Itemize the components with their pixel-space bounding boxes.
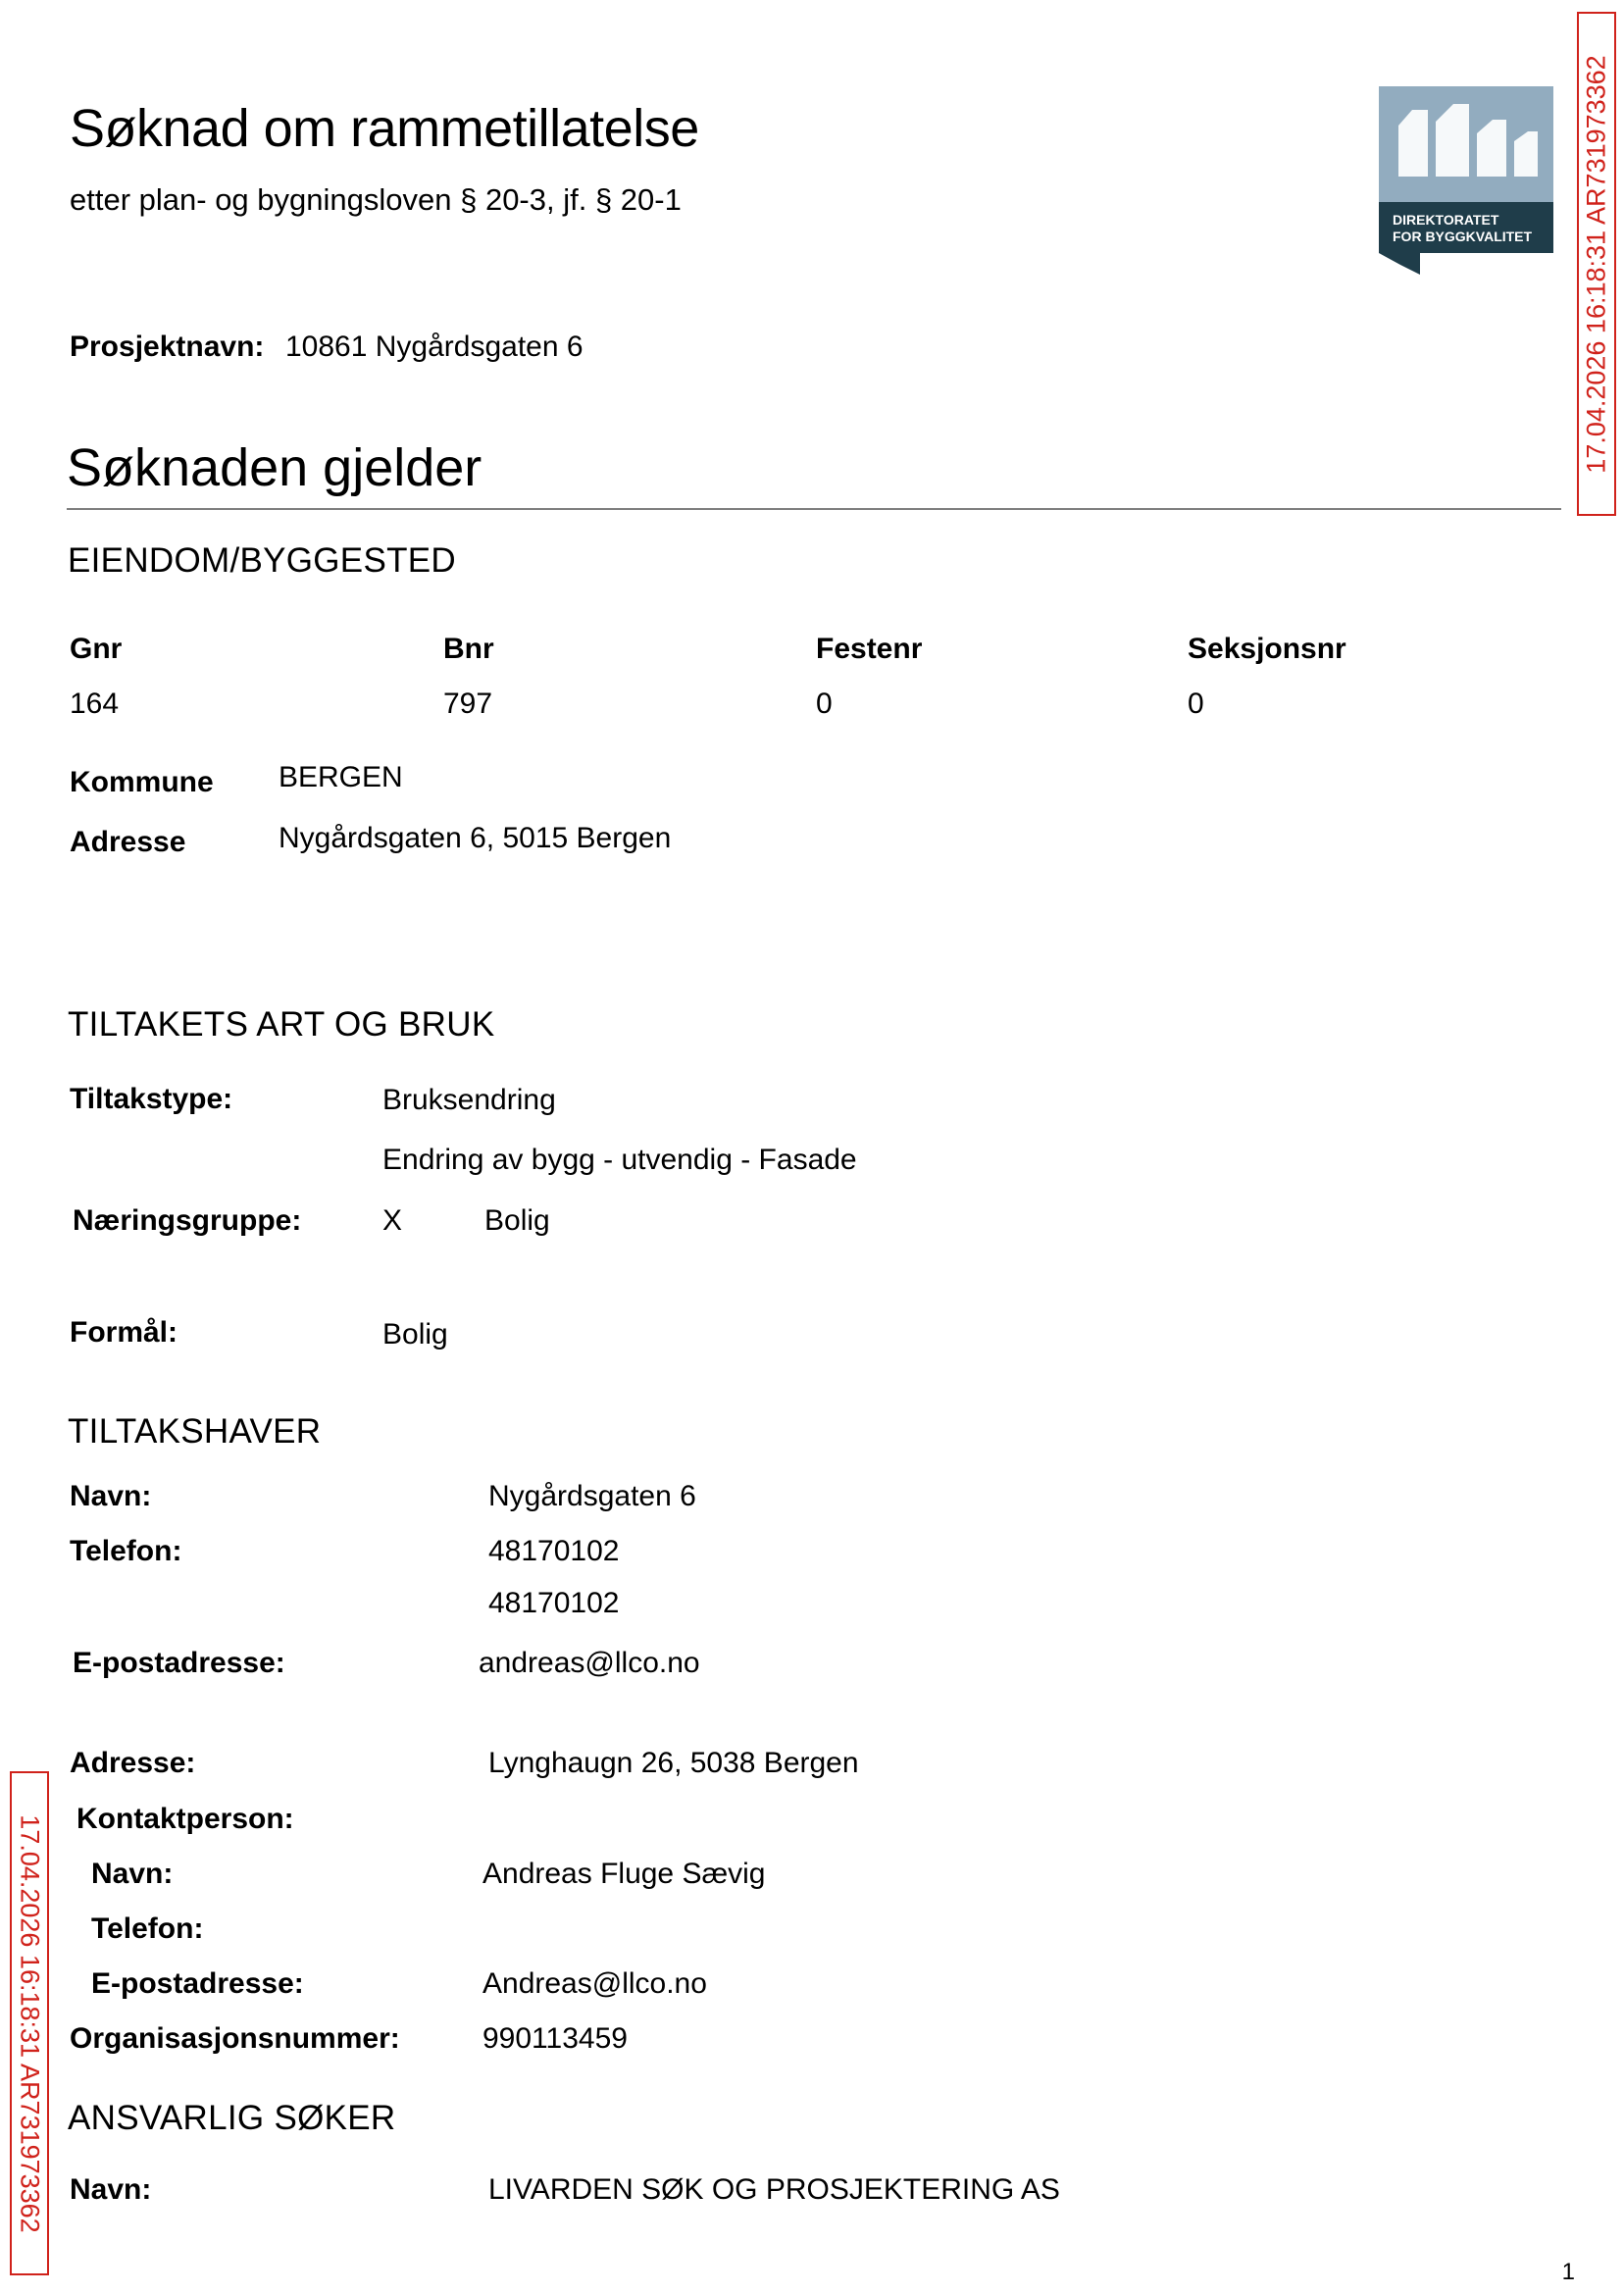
main-heading: Søknaden gjelder (67, 438, 482, 497)
dibk-logo (1379, 86, 1553, 275)
tiltakstype-value: Bruksendring (382, 1084, 556, 1116)
tiltakstype-value: Endring av bygg - utvendig - Fasade (382, 1144, 857, 1176)
festenr-value: 0 (816, 688, 833, 720)
kontakt-navn-label: Navn: (91, 1858, 174, 1890)
seksjonsnr-value: 0 (1188, 688, 1204, 720)
document-title: Søknad om rammetillatelse (70, 99, 699, 158)
project-name-value: 10861 Nygårdsgaten 6 (285, 331, 584, 363)
seksjonsnr-header: Seksjonsnr (1188, 633, 1346, 665)
tiltakshaver-epost-label: E-postadresse: (73, 1647, 285, 1679)
tiltak-heading: TILTAKETS ART OG BRUK (68, 1005, 495, 1044)
document-subtitle: etter plan- og bygningsloven § 20-3, jf. § 20-1 (70, 182, 682, 217)
naeringsgruppe-value: Bolig (484, 1204, 550, 1237)
stamp-text: 17.04.2026 16:18:31 AR731973362 (15, 1813, 45, 2233)
orgnr-label: Organisasjonsnummer: (70, 2022, 400, 2055)
tiltakshaver-adresse-value: Lynghaugn 26, 5038 Bergen (488, 1747, 859, 1779)
logo-line2: FOR BYGGKVALITET (1393, 229, 1533, 244)
project-name-label: Prosjektnavn: (70, 331, 265, 363)
logo-line1: DIREKTORATET (1393, 212, 1499, 228)
formaal-label: Formål: (70, 1316, 178, 1349)
adresse-label: Adresse (70, 826, 186, 858)
heading-divider (67, 508, 1561, 510)
tiltakshaver-telefon-value: 48170102 (488, 1535, 620, 1567)
bnr-header: Bnr (443, 633, 494, 665)
ansvarlig-navn-label: Navn: (70, 2173, 152, 2206)
gnr-header: Gnr (70, 633, 123, 665)
bnr-value: 797 (443, 688, 493, 720)
kontakt-telefon-label: Telefon: (91, 1912, 204, 1945)
tiltakshaver-navn-label: Navn: (70, 1480, 152, 1512)
tiltakshaver-telefon-value: 48170102 (488, 1587, 620, 1619)
gnr-value: 164 (70, 688, 120, 720)
naeringsgruppe-code: X (382, 1204, 403, 1237)
tiltakstype-label: Tiltakstype: (70, 1083, 233, 1115)
orgnr-value: 990113459 (482, 2022, 628, 2055)
tiltakshaver-epost-value: andreas@llco.no (479, 1647, 700, 1679)
kontaktperson-label: Kontaktperson: (76, 1803, 294, 1835)
festenr-header: Festenr (816, 633, 923, 665)
kommune-value: BERGEN (279, 761, 403, 793)
kommune-label: Kommune (70, 766, 214, 798)
naeringsgruppe-label: Næringsgruppe: (73, 1204, 302, 1237)
timestamp-stamp-left (10, 1771, 49, 2275)
timestamp-stamp-right (1577, 12, 1616, 516)
tiltakshaver-navn-value: Nygårdsgaten 6 (488, 1480, 696, 1512)
formaal-value: Bolig (382, 1318, 448, 1351)
property-heading: EIENDOM/BYGGESTED (68, 541, 456, 580)
kontakt-epost-value: Andreas@llco.no (482, 1967, 707, 2000)
kontakt-navn-value: Andreas Fluge Sævig (482, 1858, 766, 1890)
adresse-value: Nygårdsgaten 6, 5015 Bergen (279, 822, 672, 854)
stamp-text: 17.04.2026 16:18:31 AR731973362 (1581, 54, 1611, 474)
kontakt-epost-label: E-postadresse: (91, 1967, 304, 2000)
ansvarlig-navn-value: LIVARDEN SØK OG PROSJEKTERING AS (488, 2173, 1060, 2206)
tiltakshaver-adresse-label: Adresse: (70, 1747, 196, 1779)
tiltakshaver-heading: TILTAKSHAVER (68, 1412, 322, 1451)
ansvarlig-heading: ANSVARLIG SØKER (68, 2099, 396, 2137)
tiltakshaver-telefon-label: Telefon: (70, 1535, 182, 1567)
page-number: 1 (1561, 2259, 1575, 2285)
